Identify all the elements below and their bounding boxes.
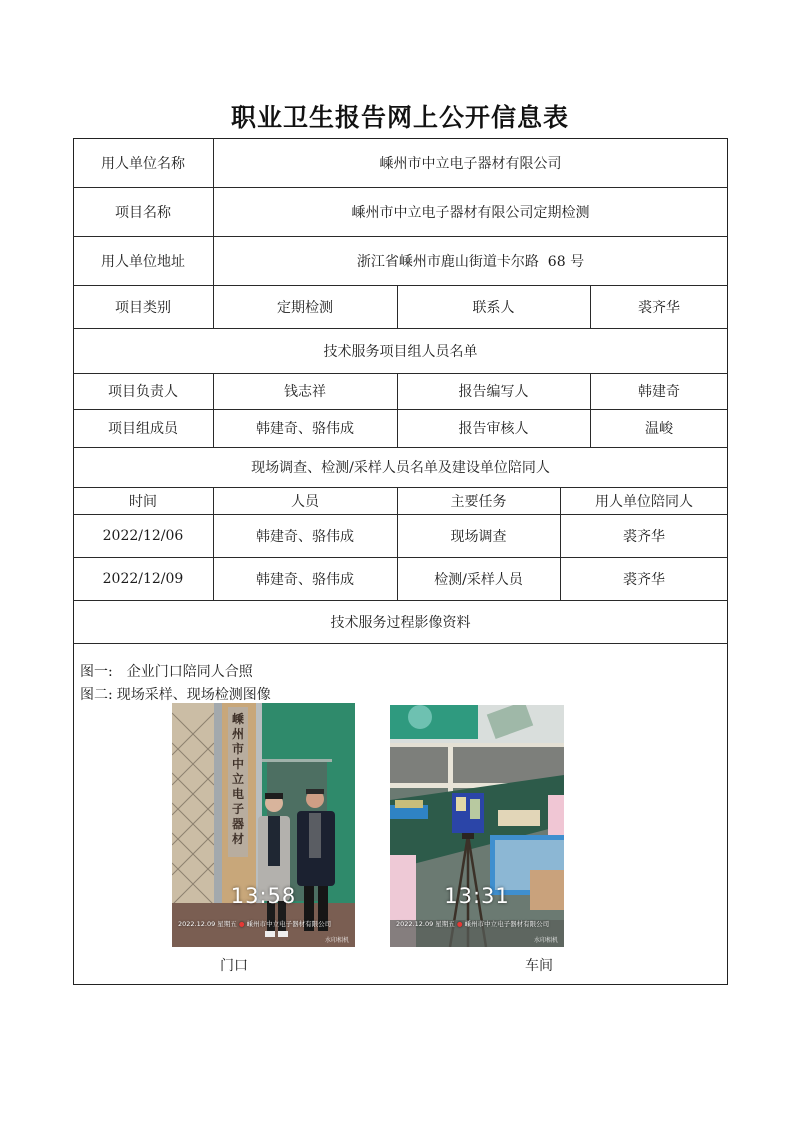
leader-value: 钱志祥 <box>284 384 326 400</box>
svg-text:电: 电 <box>231 787 245 801</box>
table-row-2-staff: 韩建奇、骆伟成 <box>256 571 354 588</box>
team-section-title: 技术服务项目组人员名单 <box>323 343 478 360</box>
table-row-1-staff: 韩建奇、骆伟成 <box>256 528 354 545</box>
svg-text:市: 市 <box>231 742 245 756</box>
table-row-2-date: 2022/12/09 <box>102 570 184 587</box>
svg-text:子: 子 <box>231 802 245 816</box>
reviewer-value: 温峻 <box>645 421 673 437</box>
location-pin-icon: ● <box>238 920 245 928</box>
workshop-photo <box>390 705 564 947</box>
fieldwork-section-title: 现场调查、检测/采样人员名单及建设单位陪同人 <box>251 460 550 476</box>
svg-text:材: 材 <box>231 832 245 846</box>
photo-2-location: 嵊州市中立电子器材有限公司 <box>464 920 550 928</box>
writer-value: 韩建奇 <box>638 384 680 400</box>
photo-2-date: 2022.12.09 星期五 <box>396 920 455 928</box>
figure-1-prefix: 图一: <box>80 664 113 680</box>
photo-2-stamp <box>396 919 560 928</box>
column-header-staff: 人员 <box>291 493 319 510</box>
project-type-label: 项目类别 <box>115 299 171 316</box>
svg-text:州: 州 <box>231 727 245 741</box>
photo-1-stamp <box>178 919 351 928</box>
members-value: 韩建奇、骆伟成 <box>256 421 354 437</box>
column-header-escort: 用人单位陪同人 <box>595 493 693 510</box>
svg-text:器: 器 <box>231 817 245 831</box>
photo-1-date: 2022.12.09 星期五 <box>178 920 237 928</box>
contact-value: 裘齐华 <box>638 299 680 316</box>
workshop-photo-image <box>390 705 564 947</box>
employer-name-label: 用人单位名称 <box>101 155 185 172</box>
photo-1-location: 嵊州市中立电子器材有限公司 <box>246 920 332 928</box>
page-title: 职业卫生报告网上公开信息表 <box>230 103 569 132</box>
employer-address-value: 浙江省嵊州市鹿山街道卡尔路 68 号 <box>356 253 585 270</box>
writer-label: 报告编写人 <box>458 384 529 400</box>
photo-2-label: 车间 <box>525 958 553 974</box>
leader-label: 项目负责人 <box>108 384 178 400</box>
reviewer-label: 报告审核人 <box>458 421 529 437</box>
photo-2-watermark: 水印相机 <box>533 937 558 944</box>
figure-2-caption <box>80 684 271 704</box>
images-section-title: 技术服务过程影像资料 <box>330 614 471 631</box>
column-header-task: 主要任务 <box>450 493 507 510</box>
figure-2-prefix: 图二: <box>80 687 113 703</box>
column-header-time: 时间 <box>129 493 157 510</box>
members-label: 项目组成员 <box>108 421 178 437</box>
project-name-value: 嵊州市中立电子器材有限公司定期检测 <box>351 204 590 221</box>
project-name-label: 项目名称 <box>115 204 171 221</box>
location-pin-icon: ● <box>456 920 463 928</box>
row-divider <box>73 643 728 644</box>
table-row-2-task: 检测/采样人员 <box>434 571 523 588</box>
photo-1-label: 门口 <box>220 958 248 974</box>
gate-photo-image <box>172 703 355 947</box>
figure-1-caption <box>80 661 253 681</box>
svg-text:中: 中 <box>231 757 245 771</box>
svg-text:嵊: 嵊 <box>231 712 245 726</box>
figure-1-text: 企业门口陪同人合照 <box>126 664 253 680</box>
contact-label: 联系人 <box>472 299 515 316</box>
photo-2-time: 13:31 <box>444 884 510 908</box>
svg-text:立: 立 <box>231 772 245 786</box>
photo-1-time: 13:58 <box>230 884 297 908</box>
figure-2-text: 现场采样、现场检测图像 <box>116 687 271 703</box>
table-row-1-date: 2022/12/06 <box>102 527 184 544</box>
gate-photo <box>172 703 355 947</box>
table-row-2-escort: 裘齐华 <box>623 571 665 588</box>
photo-1-watermark: 水印相机 <box>324 937 349 944</box>
table-row-1-escort: 裘齐华 <box>623 528 665 545</box>
employer-name-value: 嵊州市中立电子器材有限公司 <box>379 155 562 172</box>
table-row-1-task: 现场调查 <box>450 528 507 545</box>
employer-address-label: 用人单位地址 <box>101 253 185 270</box>
project-type-value: 定期检测 <box>277 299 333 316</box>
